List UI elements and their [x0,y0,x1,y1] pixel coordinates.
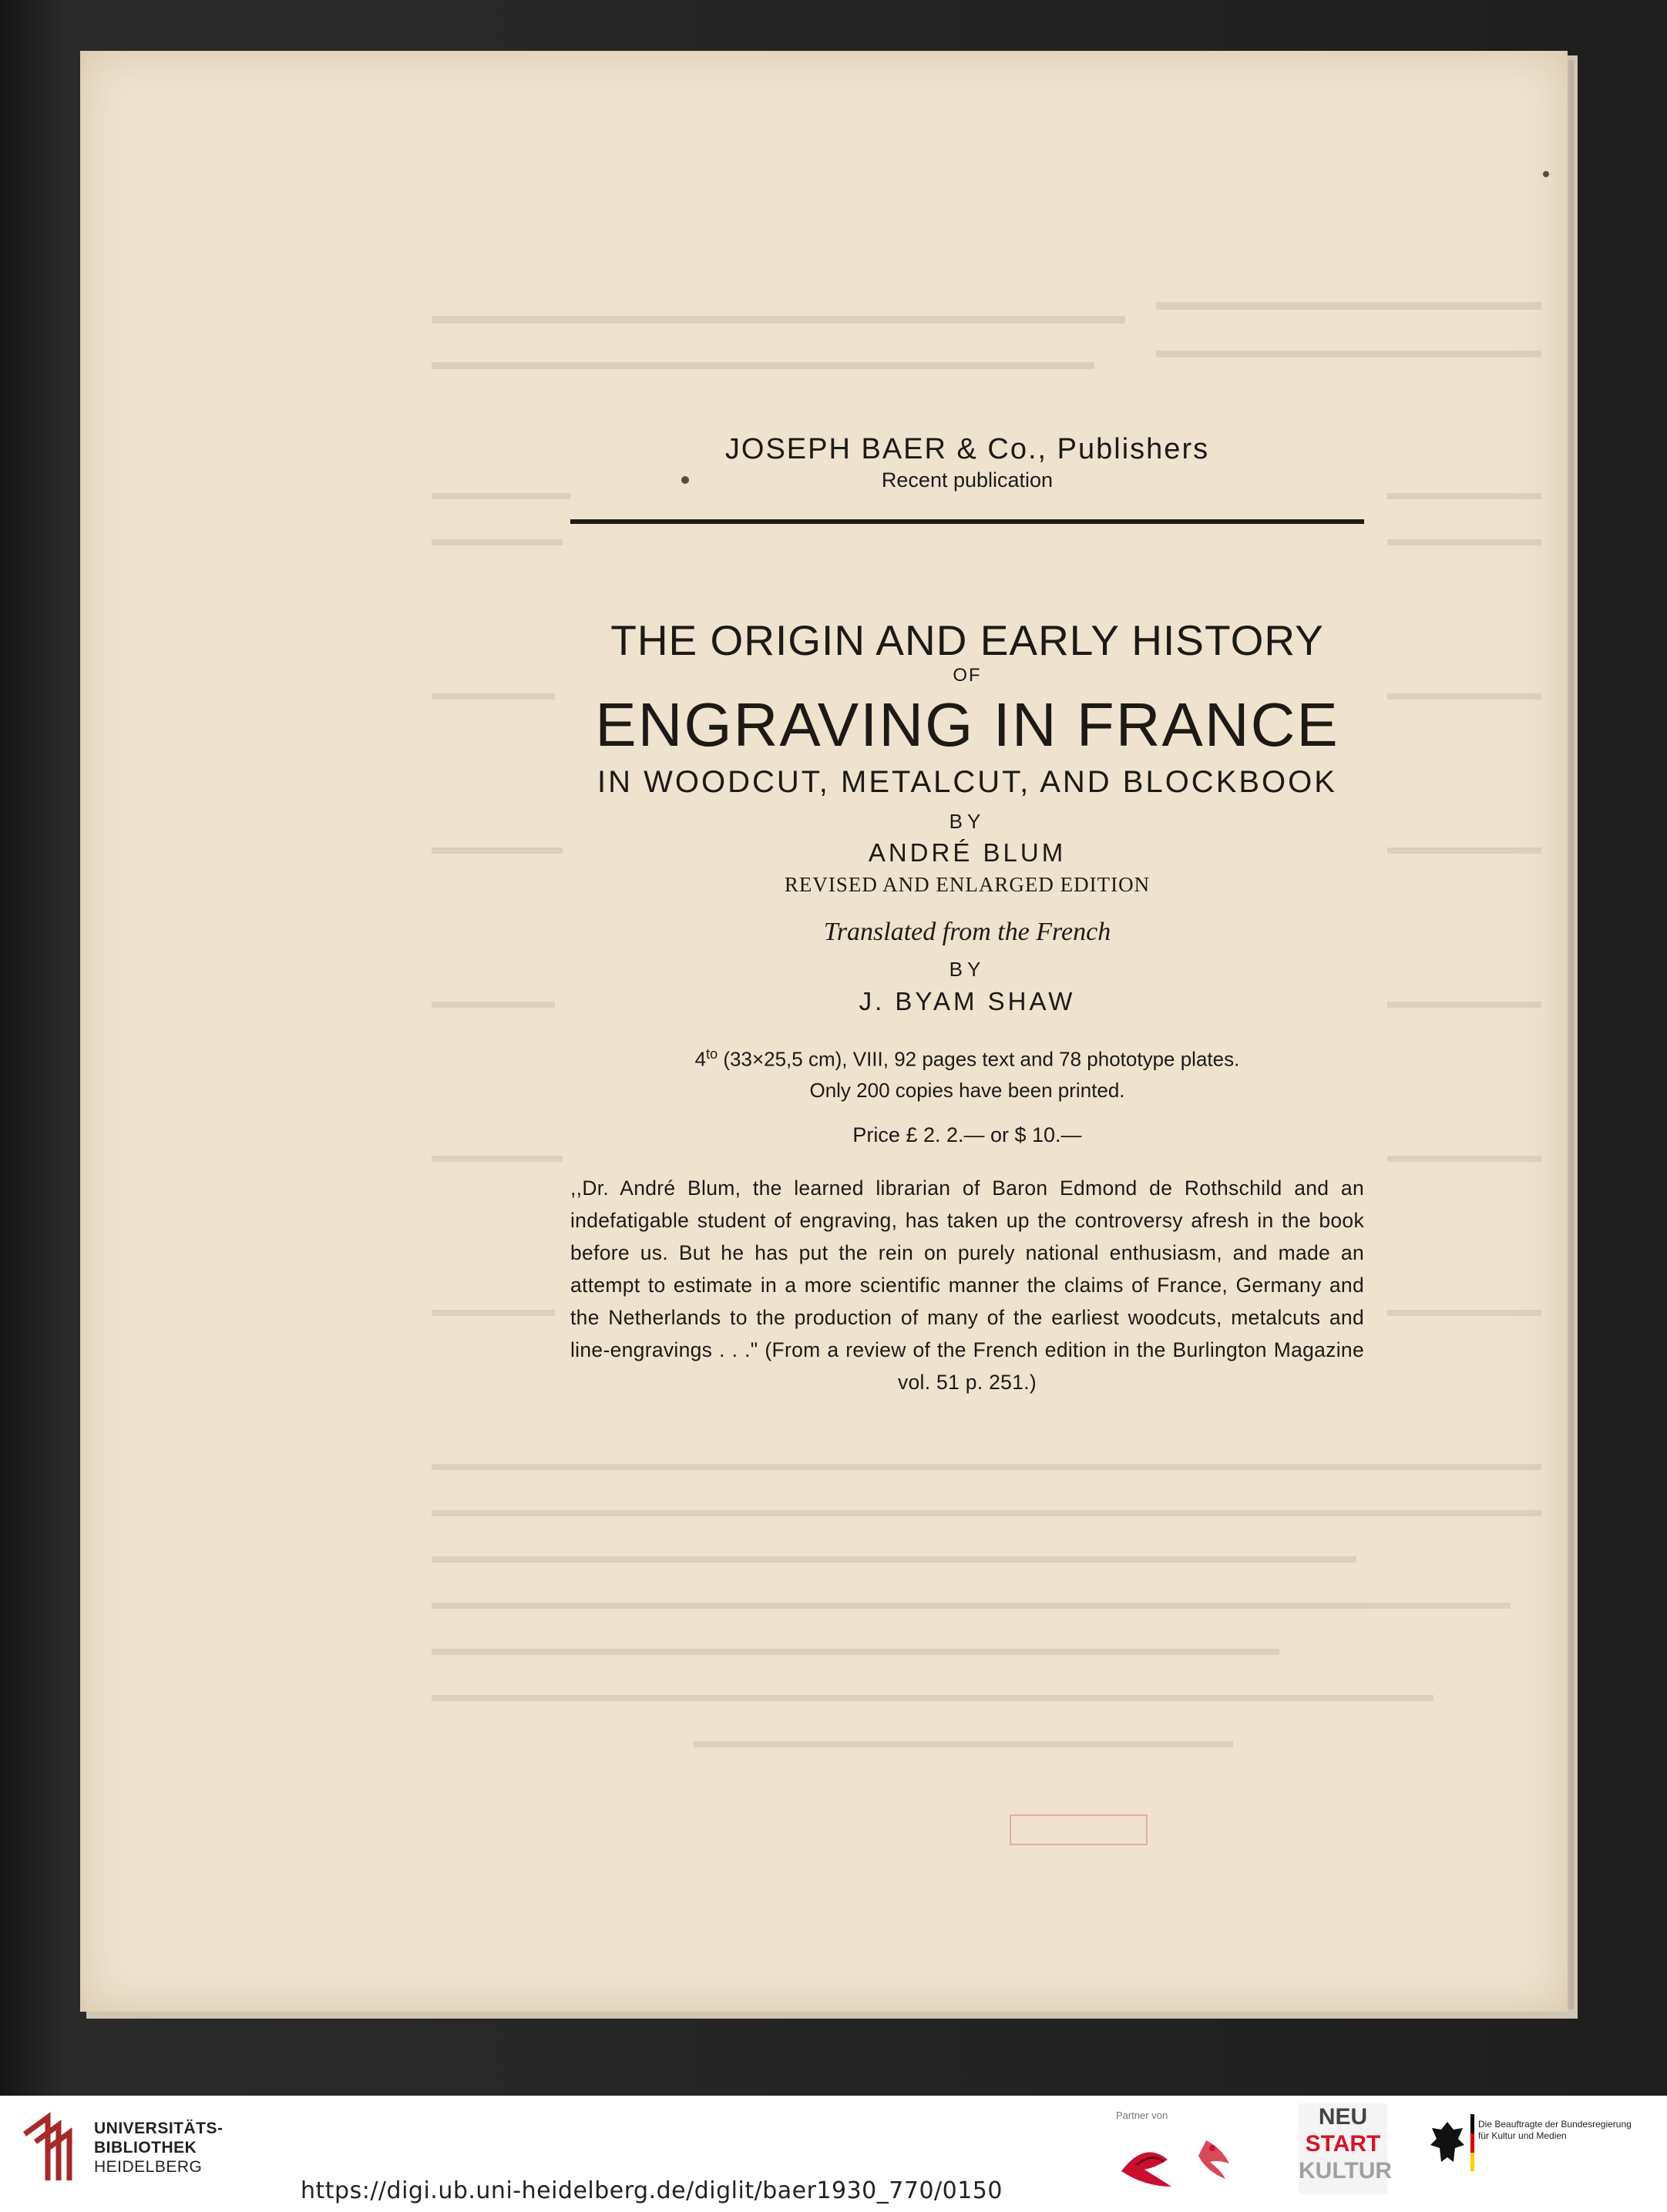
by-label-2: BY [949,958,986,981]
university-name[interactable] [94,2119,223,2177]
copies-note: Only 200 copies have been printed. [809,1078,1125,1102]
by-label: BY [949,810,986,833]
partner-label: Partner von [1116,2110,1168,2121]
edition-note: REVISED AND ENLARGED EDITION [784,873,1151,896]
publisher-note: Recent publication [881,468,1054,492]
footer-bar [0,2096,1667,2212]
federal-eagle-icon[interactable] [1424,2114,1470,2183]
title-of: OF [953,665,982,686]
neustart-word-3: KULTUR [1299,2158,1393,2183]
permalink-url[interactable]: https://digi.ub.uni-heidelberg.de/diglit/baer1930_770/0150 [301,2177,1003,2204]
university-name-line3: HEIDELBERG [94,2158,203,2176]
neustart-word-2: START [1305,2131,1381,2157]
translator-name: J. BYAM SHAW [859,987,1076,1015]
specs-format: 4 [694,1047,707,1071]
specs-details: (33×25,5 cm), VIII, 92 pages text and 78 phototype plates. [718,1047,1240,1071]
university-logo-icon[interactable] [17,2111,91,2185]
federal-text-line1: Die Beauftragte der Bundesregierung [1478,2119,1632,2130]
federal-commissioner-text[interactable] [1478,2119,1632,2142]
neustart-word-1: NEU [1318,2104,1368,2130]
neustart-kultur-logo[interactable] [1299,2103,1393,2194]
german-flag-bar-icon [1470,2114,1474,2171]
title-line-1: THE ORIGIN AND EARLY HISTORY [610,616,1324,664]
ddb-logo-icon[interactable] [1114,2125,1268,2196]
federal-text-line2: für Kultur und Medien [1478,2130,1567,2141]
author-name: ANDRÉ BLUM [868,838,1067,867]
title-line-2: ENGRAVING IN FRANCE [595,690,1339,759]
document-content [570,431,1364,1398]
title-line-3: IN WOODCUT, METALCUT, AND BLOCKBOOK [597,765,1337,799]
translated-note: Translated from the French [823,918,1111,946]
university-name-line1: UNIVERSITÄTS- [94,2120,223,2137]
university-name-line2: BIBLIOTHEK [94,2139,197,2157]
ink-spot [1543,171,1549,177]
price: Price £ 2. 2.— or $ 10.— [852,1123,1082,1146]
book-specs [570,1039,1364,1075]
specs-format-sup: to [706,1046,718,1062]
review-quote: ,,Dr. André Blum, the learned librarian of Baron Edmond de Rothschild and an indefatigable student of engraving, has taken up the controversy afresh in the book before us. But he has put the rein on purely national enthusiasm, and made an attempt to estimate in a more scientific manner the claims of France, Germany and the Netherlands to the production of many of the earliest woodcuts, metalcuts and line-engravings . . ." (From a review of the French edition in the Burlington Magazine vol. 51 p. 251.) [570,1176,1364,1394]
library-stamp [1010,1814,1148,1845]
divider-rule [570,519,1364,524]
publisher-name: JOSEPH BAER & Co., Publishers [724,433,1210,465]
